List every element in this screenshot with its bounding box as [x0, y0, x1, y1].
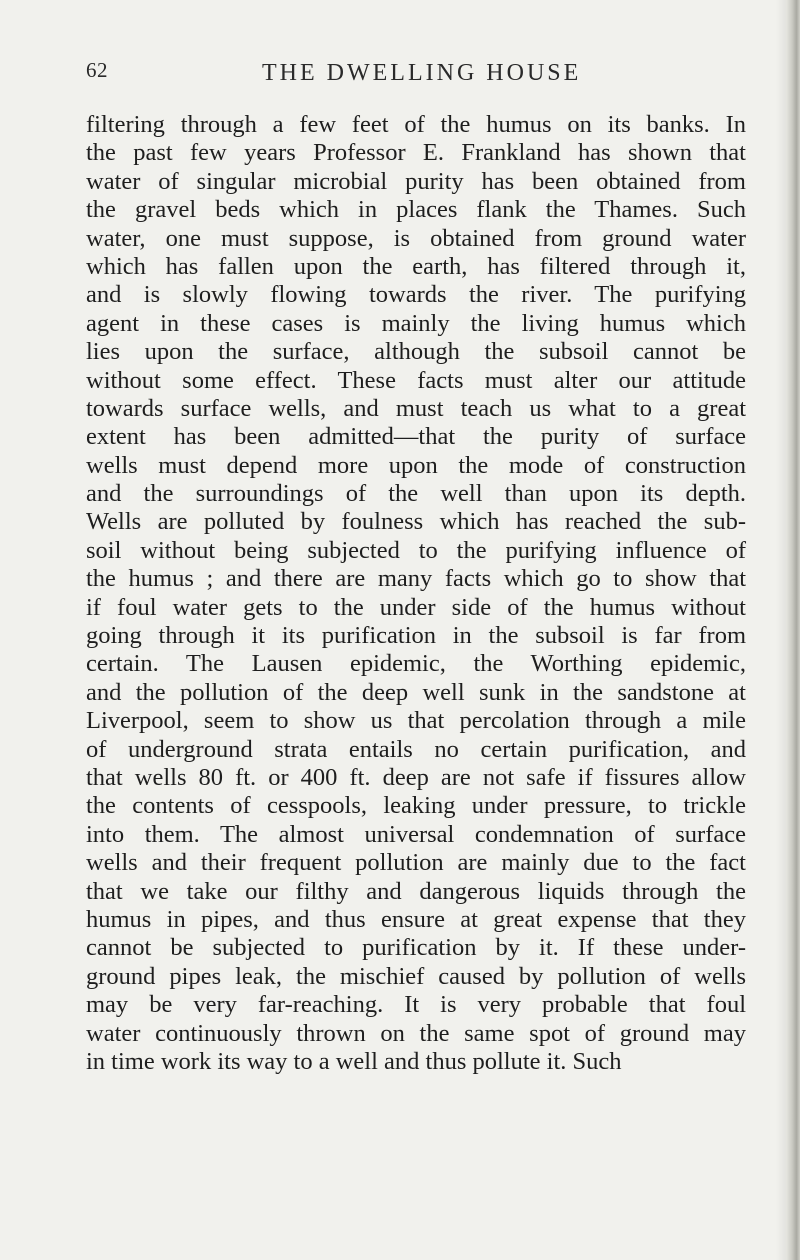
text-line: without some effect. These facts must alter our attitude — [86, 366, 746, 394]
running-title: THE DWELLING HOUSE — [262, 60, 582, 86]
text-line: that wells 80 ft. or 400 ft. deep are not safe if fissures allow — [86, 763, 746, 791]
text-line: that we take our filthy and dangerous liquids through the — [86, 877, 746, 905]
text-line: and the surroundings of the well than upon its depth. — [86, 480, 746, 508]
text-line: towards surface wells, and must teach us what to a great — [86, 394, 746, 422]
text-line: into them. The almost universal condemnation of surface — [86, 820, 746, 848]
text-line: the humus ; and there are many facts which go to show that — [86, 565, 746, 593]
text-line: ground pipes leak, the mischief caused by pollution of wells — [86, 962, 746, 990]
page-number: 62 — [86, 58, 108, 82]
text-line: which has fallen upon the earth, has filtered through it, — [86, 252, 746, 280]
text-line: the gravel beds which in places flank the Thames. Such — [86, 196, 746, 224]
text-line: water of singular microbial purity has been obtained from — [86, 167, 746, 195]
body-text — [86, 111, 746, 1076]
text-line: may be very far-reaching. It is very probable that foul — [86, 991, 746, 1019]
text-line: lies upon the surface, although the subsoil cannot be — [86, 338, 746, 366]
text-line: wells and their frequent pollution are mainly due to the fact — [86, 849, 746, 877]
text-line: and is slowly flowing towards the river. The purifying — [86, 281, 746, 309]
page-binding-edge — [786, 0, 800, 1260]
text-line: the past few years Professor E. Frankland has shown that — [86, 139, 746, 167]
text-line: in time work its way to a well and thus pollute it. Such — [86, 1047, 622, 1075]
text-line: of underground strata entails no certain purification, and — [86, 735, 746, 763]
text-line: and the pollution of the deep well sunk in the sandstone at — [86, 678, 746, 706]
text-line: wells must depend more upon the mode of construction — [86, 451, 746, 479]
text-line: agent in these cases is mainly the living humus which — [86, 309, 746, 337]
text-line: certain. The Lausen epidemic, the Worthing epidemic, — [86, 650, 746, 678]
binding-shadow — [776, 0, 786, 1260]
text-line: if foul water gets to the under side of the humus without — [86, 593, 746, 621]
text-line: soil without being subjected to the purifying influence of — [86, 536, 746, 564]
text-line: filtering through a few feet of the humus on its banks. In — [86, 111, 746, 138]
text-line: water, one must suppose, is obtained from ground water — [86, 224, 746, 252]
text-line: water continuously thrown on the same spot of ground may — [86, 1019, 746, 1047]
text-line: cannot be subjected to purification by it. If these under- — [86, 934, 746, 962]
text-line: humus in pipes, and thus ensure at great expense that they — [86, 905, 746, 933]
text-line: Wells are polluted by foulness which has reached the sub- — [86, 508, 746, 536]
text-line: going through it its purification in the subsoil is far from — [86, 622, 746, 650]
text-line: extent has been admitted—that the purity of surface — [86, 423, 746, 451]
text-line: Liverpool, seem to show us that percolation through a mile — [86, 707, 746, 735]
text-line: the contents of cesspools, leaking under pressure, to trickle — [86, 792, 746, 820]
